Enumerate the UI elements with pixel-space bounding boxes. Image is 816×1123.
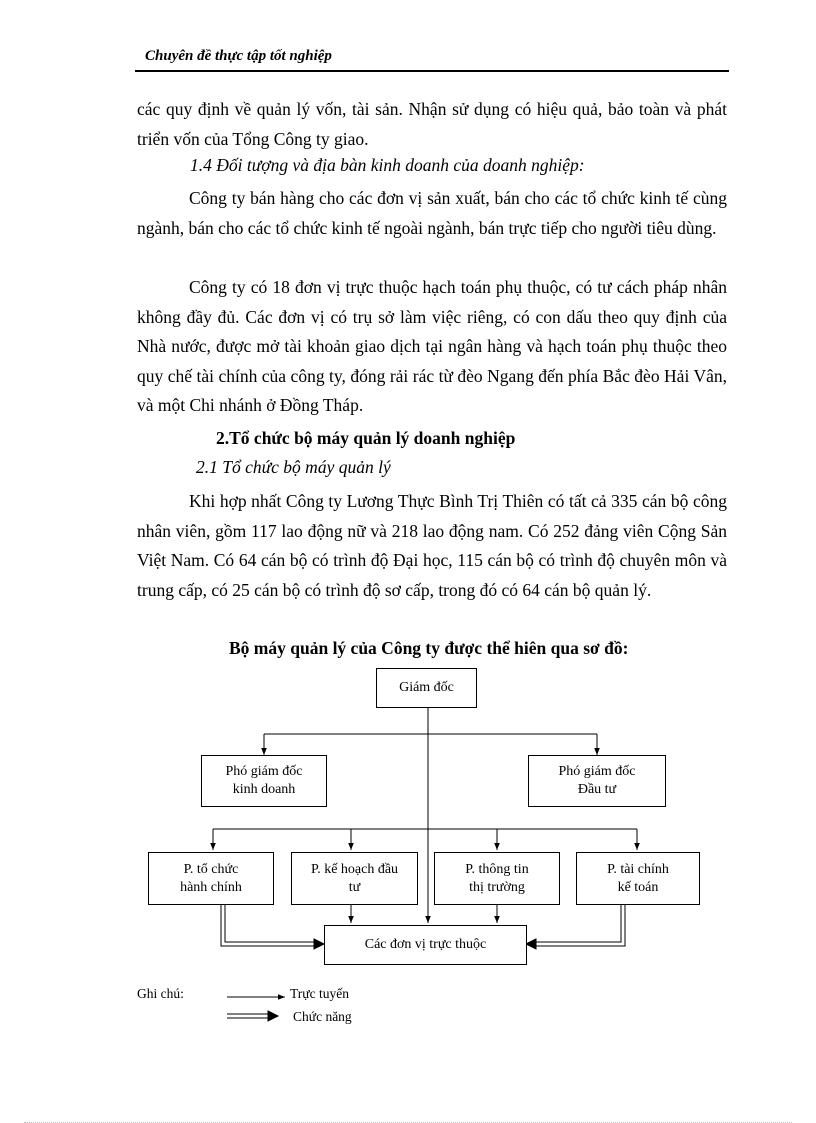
legend-functional-arrow [268,1011,278,1021]
heading-2-1: 2.1 Tổ chức bộ máy quản lý [196,457,391,477]
legend-direct-label: Trực tuyến [290,986,349,1001]
header-title: Chuyên đề thực tập tốt nghiệp [145,48,332,64]
box-deputy-investment [528,755,666,807]
diagram-title: Bộ máy quản lý của Công ty được thể hiên qua sơ đồ: [229,638,629,658]
box-units [324,925,527,965]
box-units-label: Các đơn vị trực thuộc [364,937,487,952]
box-dept-finance-label: P. tài chính kế toán [607,861,669,895]
paragraph-customers: Công ty bán hàng cho các đơn vị sản xuất, bán cho các tổ chức kinh tế cùng ngành, bán cho các tổ chức kinh tế ngoài ngành, bán trực tiếp cho người tiêu dùng. [137,188,727,238]
box-dept-planning [291,852,418,905]
box-deputy-business-label: Phó giám đốc kinh doanh [225,764,303,797]
paragraph-staff: Khi hợp nhất Công ty Lương Thực Bình Trị Thiên có tất cả 335 cán bộ công nhân viên, gồm 117 lao động nữ và 218 lao động nam. Có 252 đảng viên Cộng Sản Việt Nam. Có 64 cán bộ có trình độ Đại học, 115 cán bộ có trình độ chuyên môn và trung cấp, có 25 cán bộ có trình độ sơ cấp, trong đó có 64 cán bộ quản lý. [137,491,727,600]
legend-functional-label: Chức năng [293,1009,352,1024]
heading-2: 2.Tổ chức bộ máy quản lý doanh nghiệp [216,428,516,448]
box-dept-admin-label: P. tổ chức hành chính [180,861,242,895]
box-dept-planning-label: P. kế hoạch đầu tư [310,861,399,895]
heading-1-4: 1.4 Đối tượng và địa bàn kinh doanh của doanh nghiệp: [190,155,585,175]
box-dept-market [434,852,560,905]
legend-label: Ghi chú: [137,986,184,1001]
box-dept-admin [148,852,274,905]
box-deputy-business [201,755,327,807]
paragraph-units: Công ty có 18 đơn vị trực thuộc hạch toán phụ thuộc, có tư cách pháp nhân không đầy đủ. Các đơn vị có trụ sở làm việc riêng, có con dấu theo quy định của Nhà nước, được mở tài khoản giao dịch tại ngân hàng và hạch toán phụ thuộc theo quy chế tài chính của công ty, đóng rải rác từ đèo Ngang đến phía Bắc đèo Hải Vân, và một Chi nhánh ở Đồng Tháp. [137,277,727,415]
box-director-label: Giám đốc [399,680,454,695]
box-dept-finance [576,852,700,905]
box-deputy-investment-label: Phó giám đốc Đầu tư [558,764,636,797]
box-dept-market-label: P. thông tin thị trường [465,861,529,895]
box-director [376,668,477,708]
paragraph-capital: các quy định về quản lý vốn, tài sản. Nhận sử dụng có hiệu quả, bảo toàn và phát triển vốn của Tổng Công ty giao. [137,99,727,149]
